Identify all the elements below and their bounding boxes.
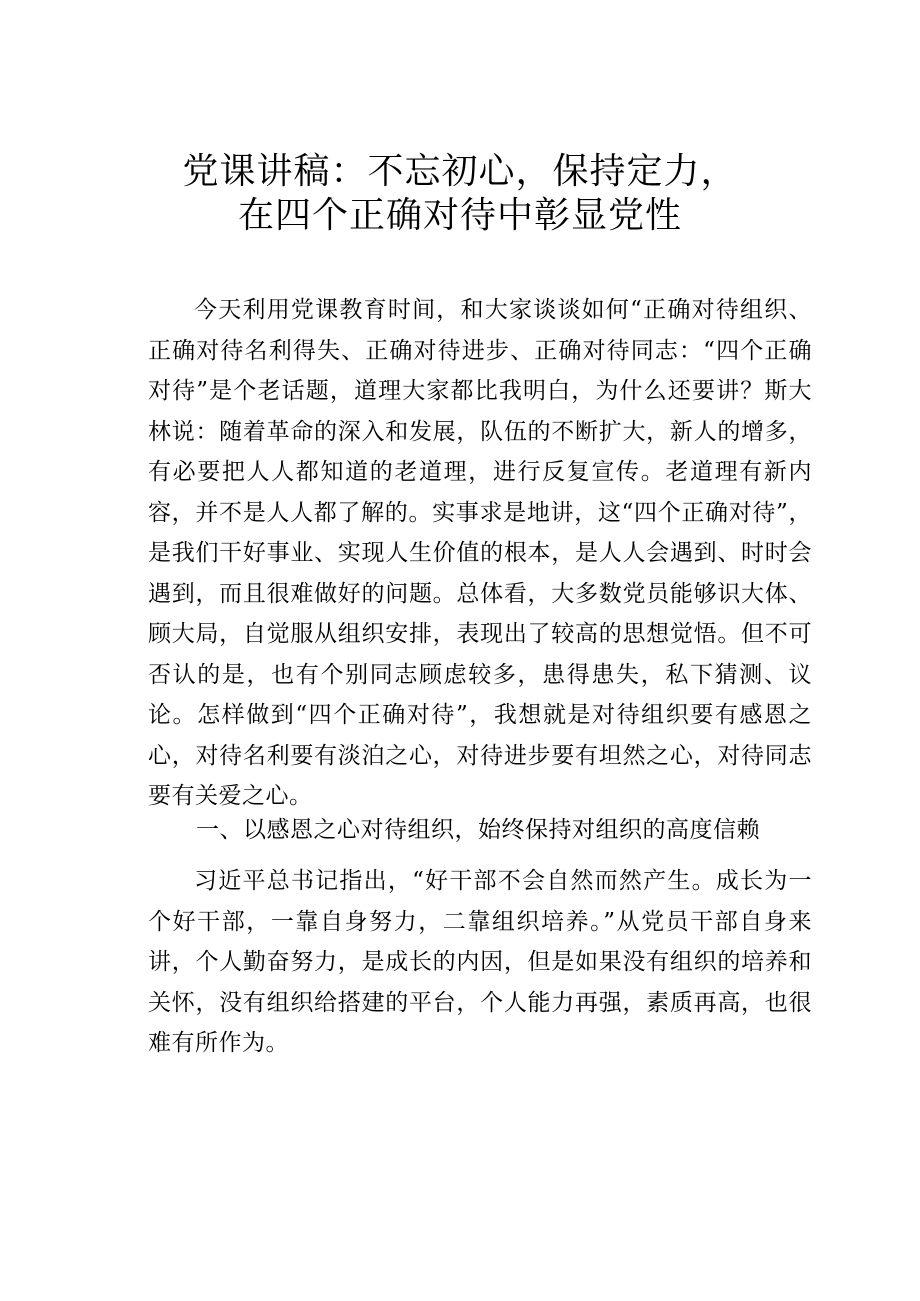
title-line-1: 党课讲稿：不忘初心，保持定力， xyxy=(182,151,738,192)
document-title xyxy=(0,150,920,238)
title-line-2: 在四个正确对待中彰显党性 xyxy=(237,195,682,236)
section-heading-1: 一、以感恩之心对待组织，始终保持对组织的高度信赖 xyxy=(196,817,760,843)
paragraph-section-1: 习近平总书记指出，“好干部不会自然而然产生。成长为一个好干部，一靠自身努力，二靠组织培养。”从党员干部自身来讲，个人勤奋努力，是成长的内因，但是如果没有组织的培养和关怀，没有组织给搭建的平台，个人能力再强，素质再高，也很难有所作为。 xyxy=(148,868,812,1056)
paragraph-intro: 今天利用党课教育时间，和大家谈谈如何“正确对待组织、正确对待名利得失、正确对待进步、正确对待同志：“四个正确对待”是个老话题，道理大家都比我明白，为什么还要讲？斯大林说：随着革命的深入和发展，队伍的不断扩大，新人的增多，有必要把人人都知道的老道理，进行反复宣传。老道理有新内容，并不是人人都了解的。实事求是地讲，这“四个正确对待”，是我们干好事业、实现人生价值的根本，是人人会遇到、时时会遇到，而且很难做好的问题。总体看，大多数党员能够识大体、顾大局，自觉服从组织安排，表现出了较高的思想觉悟。但不可否认的是，也有个别同志顾虑较多，患得患失，私下猜测、议论。怎样做到“四个正确对待”，我想就是对待组织要有感恩之心，对待名利要有淡泊之心，对待进步要有坦然之心，对待同志要有关爱之心。 xyxy=(148,297,812,809)
